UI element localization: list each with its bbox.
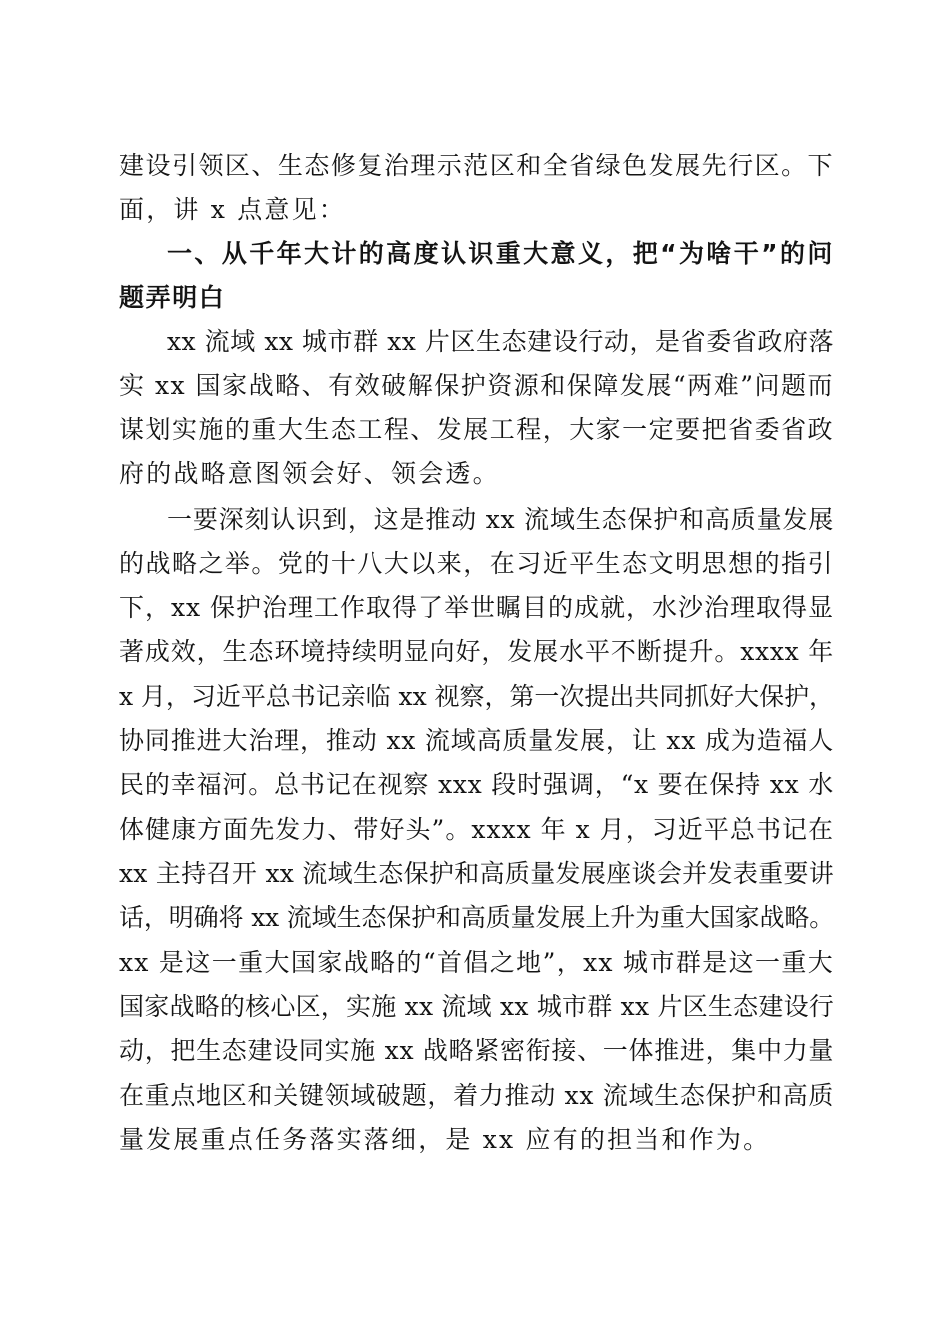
body-text-line: 在重点地区和关键领域破题，着力推动 xx 流域生态保护和高质 [119, 1081, 835, 1110]
body-text-line: 建设引领区、生态修复治理示范区和全省绿色发展先行区。下 [119, 151, 834, 180]
body-text-line: 府的战略意图领会好、领会透。 [119, 459, 500, 488]
body-text-line: 国家战略的核心区，实施 xx 流域 xx 城市群 xx 片区生态建设行 [119, 992, 834, 1021]
body-text-line: 下，xx 保护治理工作取得了举世瞩目的成就，水沙治理取得显 [119, 593, 834, 622]
body-text-line: xx 主持召开 xx 流域生态保护和高质量发展座谈会并发表重要讲 [119, 859, 834, 888]
body-text-line: x 月，习近平总书记亲临 xx 视察，第一次提出共同抓好大保护， [119, 682, 834, 711]
section-heading: 一、从千年大计的高度认识重大意义，把“为啥干”的问 [167, 239, 834, 268]
section-heading: 题弄明白 [119, 283, 226, 312]
body-text-line: xx 是这一重大国家战略的“首倡之地”，xx 城市群是这一重大 [119, 948, 834, 977]
body-text-line: 动，把生态建设同实施 xx 战略紧密衔接、一体推进，集中力量 [119, 1036, 835, 1065]
body-text-line: 的战略之举。党的十八大以来，在习近平生态文明思想的指引 [119, 549, 834, 578]
body-text-line: 实 xx 国家战略、有效破解保护资源和保障发展“两难”问题而 [119, 371, 834, 400]
body-text-line: 体健康方面先发力、带好头”。xxxx 年 x 月，习近平总书记在 [119, 815, 834, 844]
body-text-line: 协同推进大治理，推动 xx 流域高质量发展，让 xx 成为造福人 [119, 726, 834, 755]
paragraph-first-line: xx 流域 xx 城市群 xx 片区生态建设行动，是省委省政府落 [167, 327, 834, 356]
body-text-line: 著成效，生态环境持续明显向好，发展水平不断提升。xxxx 年 [119, 637, 834, 666]
body-text-line: 民的幸福河。总书记在视察 xxx 段时强调，“x 要在保持 xx 水 [119, 770, 834, 799]
body-text-line: 话，明确将 xx 流域生态保护和高质量发展上升为重大国家战略。 [119, 903, 834, 932]
body-text-line: 量发展重点任务落实落细，是 xx 应有的担当和作为。 [119, 1125, 771, 1154]
body-text-line: 面，讲 x 点意见： [119, 195, 346, 224]
body-text-line: 谋划实施的重大生态工程、发展工程，大家一定要把省委省政 [119, 415, 834, 444]
paragraph-first-line: 一要深刻认识到，这是推动 xx 流域生态保护和高质量发展 [167, 505, 834, 534]
